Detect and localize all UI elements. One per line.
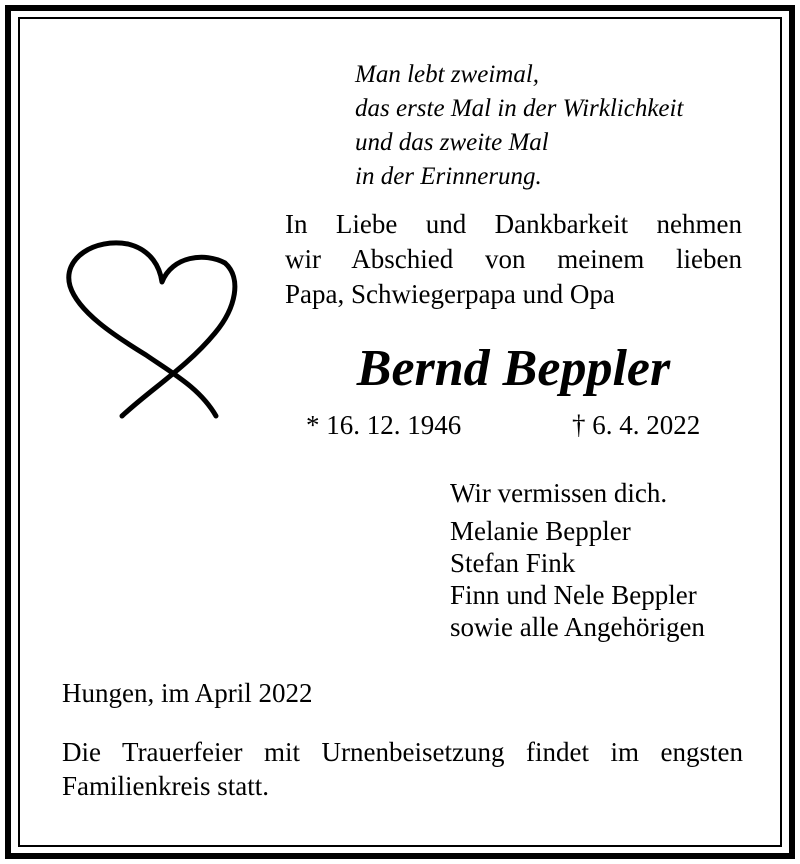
intro-text xyxy=(285,207,742,312)
mourner-name: Melanie Beppler xyxy=(450,516,631,546)
intro-line: Papa, Schwiegerpapa und Opa xyxy=(285,279,615,309)
intro-line: In Liebe und Dankbarkeit nehmen xyxy=(285,209,742,239)
quote-line: Man lebt zweimal, xyxy=(355,61,540,88)
quote-line: in der Erinnerung. xyxy=(355,163,542,190)
birth-date: * 16. 12. 1946 xyxy=(306,410,462,440)
notice-line: Die Trauerfeier mit Urnenbeisetzung findet im engsten xyxy=(62,737,743,767)
memorial-quote xyxy=(355,58,775,194)
quote-line: das erste Mal in der Wirklichkeit xyxy=(355,95,684,122)
mourner-name: sowie alle Angehörigen xyxy=(450,612,705,642)
notice-line: Familienkreis statt. xyxy=(62,771,269,801)
quote-line: und das zweite Mal xyxy=(355,129,549,156)
farewell-message: Wir vermissen dich. xyxy=(450,478,668,508)
mourner-list xyxy=(450,515,705,643)
heart-icon xyxy=(60,238,242,433)
mourner-name: Stefan Fink xyxy=(450,548,576,578)
funeral-notice xyxy=(62,735,743,803)
place-date: Hungen, im April 2022 xyxy=(62,678,313,708)
deceased-name: Bernd Beppler xyxy=(356,340,671,397)
intro-line: wir Abschied von meinem lieben xyxy=(285,244,742,274)
death-date: † 6. 4. 2022 xyxy=(572,410,701,440)
mourner-name: Finn und Nele Beppler xyxy=(450,580,697,610)
